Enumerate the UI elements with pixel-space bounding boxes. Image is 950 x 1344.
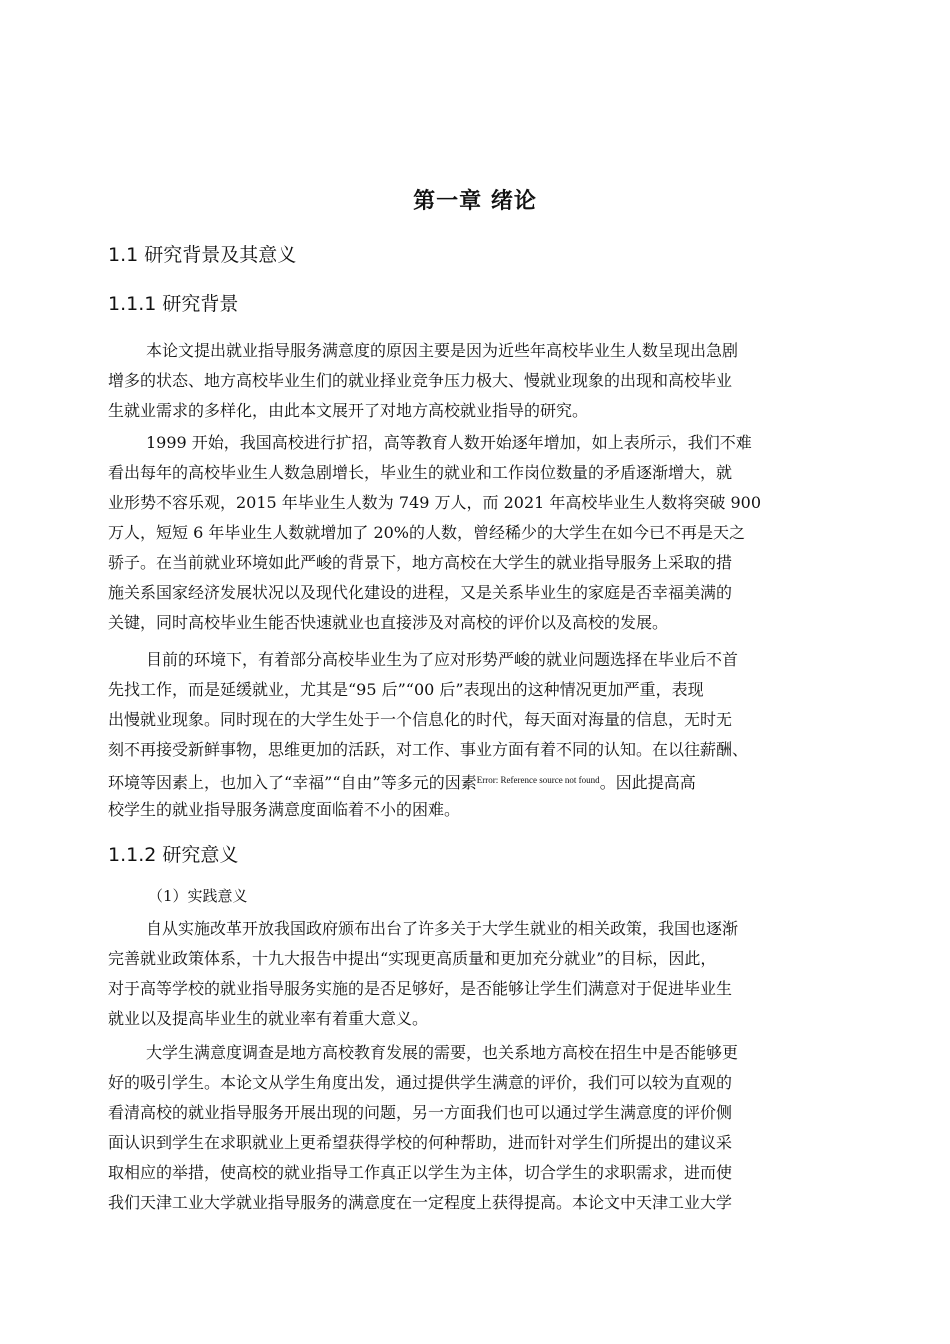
text-line: 刻不再接受新鲜事物，思维更加的活跃，对工作、事业方面有着不同的认知。在以往薪酬、: [108, 740, 749, 759]
text-segment: 环境等因素上，也加入了“幸福”“自由”等多元的因素: [108, 773, 477, 792]
text-line: 关键，同时高校毕业生能否快速就业也直接涉及对高校的评价以及高校的发展。: [108, 613, 669, 632]
section-heading-1-1-1: 1.1.1 研究背景: [108, 293, 239, 315]
text-line: 施关系国家经济发展状况以及现代化建设的进程，又是关系毕业生的家庭是否幸福美满的: [108, 583, 733, 602]
text-line: 好的吸引学生。本论文从学生角度出发，通过提供学生满意的评价，我们可以较为直观的: [108, 1073, 733, 1092]
text-line: 1999 开始，我国高校进行扩招，高等教育人数开始逐年增加，如上表所示，我们不难: [146, 433, 752, 452]
text-line: 先找工作，而是延缓就业，尤其是“95 后”“00 后”表现出的这种情况更加严重，表现: [108, 680, 704, 699]
text-line: 目前的环境下，有着部分高校毕业生为了应对形势严峻的就业问题选择在毕业后不首: [146, 650, 739, 669]
text-line: 骄子。在当前就业环境如此严峻的背景下，地方高校在大学生的就业指导服务上采取的措: [108, 553, 733, 572]
text-line: 本论文提出就业指导服务满意度的原因主要是因为近些年高校毕业生人数呈现出急剧: [146, 341, 739, 360]
text-line: 对于高等学校的就业指导服务实施的是否足够好，是否能够让学生们满意对于促进毕业生: [108, 979, 733, 998]
paragraph-background-3: [108, 645, 863, 825]
text-line: 完善就业政策体系，十九大报告中提出“实现更高质量和更加充分就业”的目标，因此，: [108, 949, 717, 968]
text-line: 就业以及提高毕业生的就业率有着重大意义。: [108, 1009, 429, 1028]
text-line: 面认识到学生在求职就业上更希望获得学校的何种帮助，进而针对学生们所提出的建议采: [108, 1133, 733, 1152]
reference-error-marker: Error: Reference source not found: [476, 775, 600, 785]
paragraph-significance-2: [108, 1038, 863, 1218]
paragraph-background-1: [108, 336, 863, 426]
text-line: 取相应的举措，使高校的就业指导工作真正以学生为主体，切合学生的求职需求，进而使: [108, 1163, 733, 1182]
paragraph-significance-1: [108, 914, 863, 1034]
text-line: 看清高校的就业指导服务开展出现的问题，另一方面我们也可以通过学生满意度的评价侧: [108, 1103, 733, 1122]
text-line: 增多的状态、地方高校毕业生们的就业择业竞争压力极大、慢就业现象的出现和高校毕业: [108, 371, 733, 390]
paragraph-background-2: [108, 428, 863, 638]
text-line: 业形势不容乐观，2015 年毕业生人数为 749 万人，而 2021 年高校毕业生人数将突破 900: [108, 493, 762, 512]
text-line: 大学生满意度调查是地方高校教育发展的需要，也关系地方高校在招生中是否能够更: [146, 1043, 739, 1062]
text-line: 校学生的就业指导服务满意度面临着不小的困难。: [108, 800, 461, 819]
text-line: 出慢就业现象。同时现在的大学生处于一个信息化的时代，每天面对海量的信息，无时无: [108, 710, 733, 729]
text-line-with-reference: [108, 765, 863, 795]
text-line: 我们天津工业大学就业指导服务的满意度在一定程度上获得提高。本论文中天津工业大学: [108, 1193, 733, 1212]
sub-heading-practice: （1）实践意义: [148, 887, 248, 905]
text-line: 看出每年的高校毕业生人数急剧增长，毕业生的就业和工作岗位数量的矛盾逐渐增大，就: [108, 463, 733, 482]
chapter-title: 第一章 绪论: [413, 189, 537, 214]
text-line: 生就业需求的多样化，由此本文展开了对地方高校就业指导的研究。: [108, 401, 589, 420]
text-segment: 。因此提高高: [599, 773, 696, 792]
section-heading-1-1-2: 1.1.2 研究意义: [108, 844, 239, 866]
section-heading-1-1: 1.1 研究背景及其意义: [108, 244, 297, 266]
text-line: 自从实施改革开放我国政府颁布出台了许多关于大学生就业的相关政策，我国也逐渐: [146, 919, 739, 938]
text-line: 万人，短短 6 年毕业生人数就增加了 20%的人数，曾经稀少的大学生在如今已不再是天之: [108, 523, 746, 542]
